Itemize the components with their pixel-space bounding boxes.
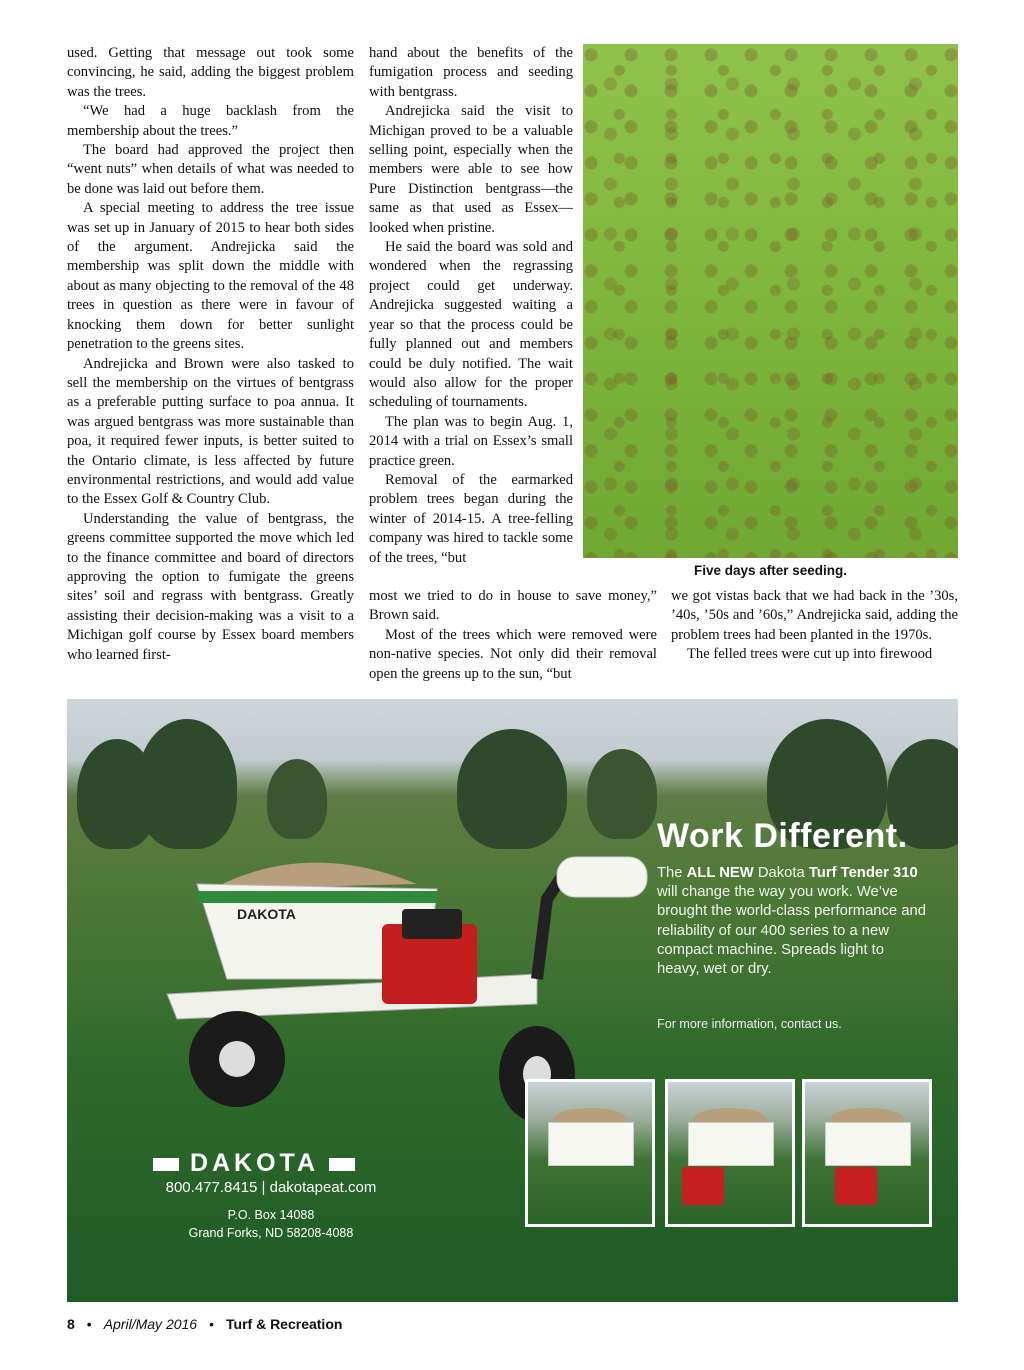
publication-name: Turf & Recreation <box>226 1316 343 1332</box>
paragraph: we got vistas back that we had back in the ’30s, ’40s, ’50s and ’60s,” Andrejicka said, adding the problem trees had been planted in the 1970s. <box>671 588 958 643</box>
paragraph: hand about the benefits of the fumigation process and seeding with bentgrass. <box>369 45 573 100</box>
photo-caption: Five days after seeding. <box>693 563 848 578</box>
machine-brand-label: DAKOTA <box>237 906 296 922</box>
grass-seeding-photo <box>583 44 958 558</box>
paragraph: A special meeting to address the tree issue was set up in January of 2015 to hear both sides of the argument. Andrejicka said the membership was split down the middle with about as many objecting to the removal of the 48 trees in question as there were in favour of knocking them down for better sunlight penetration to the greens sites. <box>67 200 354 353</box>
page-number: 8 <box>67 1316 75 1332</box>
ad-address: P.O. Box 14088 Grand Forks, ND 58208-4088 <box>188 1208 354 1240</box>
paragraph: The plan was to begin Aug. 1, 2014 with a trial on Essex’s small practice green. <box>369 413 573 469</box>
paragraph: most we tried to do in house to save money,” Brown said. <box>369 588 657 624</box>
article-column-3 <box>671 587 958 665</box>
ad-phone-web: 800.477.8415 | dakotapeat.com <box>165 1179 377 1196</box>
paragraph: “We had a huge backlash from the membership about the trees.” <box>67 103 354 139</box>
ad-thumbnail-3 <box>802 1079 932 1227</box>
paragraph: used. Getting that message out took some convincing, he said, adding the biggest problem was the trees. <box>67 45 354 100</box>
ad-thumbnail-1 <box>525 1079 655 1227</box>
ad-contact-text: For more information, contact us. <box>657 1017 842 1031</box>
paragraph: Most of the trees which were removed were non-native species. Not only did their removal open the greens up to the sun, “but <box>369 626 657 682</box>
page-footer: 8 • April/May 2016 • Turf & Recreation <box>67 1316 343 1332</box>
ad-body: The ALL NEW Dakota Turf Tender 310 will change the way you work. We’ve brought the world-class performance and reliability of our 400 series to a new compact machine. Spreads light to heavy, wet or dry. <box>657 865 926 978</box>
paragraph: The felled trees were cut up into firewood <box>687 646 933 663</box>
paragraph: Understanding the value of bentgrass, the greens committee supported the move which led to the finance committee and board of directors approving the option to fumigate the greens sites’ soil and regrass with bentgrass. Greatly assisting their decision-making was a visit to a Michigan golf course by Essex board members who learned first- <box>67 510 354 663</box>
dakota-logo: DAKOTA <box>153 1149 355 1178</box>
article-column-1 <box>67 44 354 665</box>
ad-thumbnail-2 <box>665 1079 795 1227</box>
paragraph: Removal of the earmarked problem trees began during the winter of 2014-15. A tree-felling company was hired to tackle some of the trees, “but <box>369 471 573 566</box>
paragraph: He said the board was sold and wondered when the regrassing project could get underway. Andrejicka suggested waiting a year so that the process could be fully planned out and members could be duly notified. The wait would also allow for the proper scheduling of tournaments. <box>369 239 573 411</box>
article-column-2 <box>369 44 573 568</box>
dakota-advertisement <box>67 699 958 1302</box>
article-column-2-continued <box>369 587 657 684</box>
paragraph: Andrejicka said the visit to Michigan proved to be a valuable selling point, especially when the members were able to see how Pure Distinction bentgrass—the same as that used as Essex—looked when pristine. <box>369 103 573 236</box>
paragraph: Andrejicka and Brown were also tasked to sell the membership on the virtues of bentgrass as a preferable putting surface to poa annua. It was argued bentgrass was more sustainable than poa, it required fewer inputs, is better suited to the Ontario climate, is less affected by future environmental restrictions, and would add value to the Essex Golf & Country Club. <box>67 355 354 508</box>
ad-headline: Work Different. <box>657 817 908 855</box>
issue-date: April/May 2016 <box>103 1316 198 1332</box>
paragraph: The board had approved the project then “went nuts” when details of what was needed to be done was laid out before them. <box>67 142 354 197</box>
